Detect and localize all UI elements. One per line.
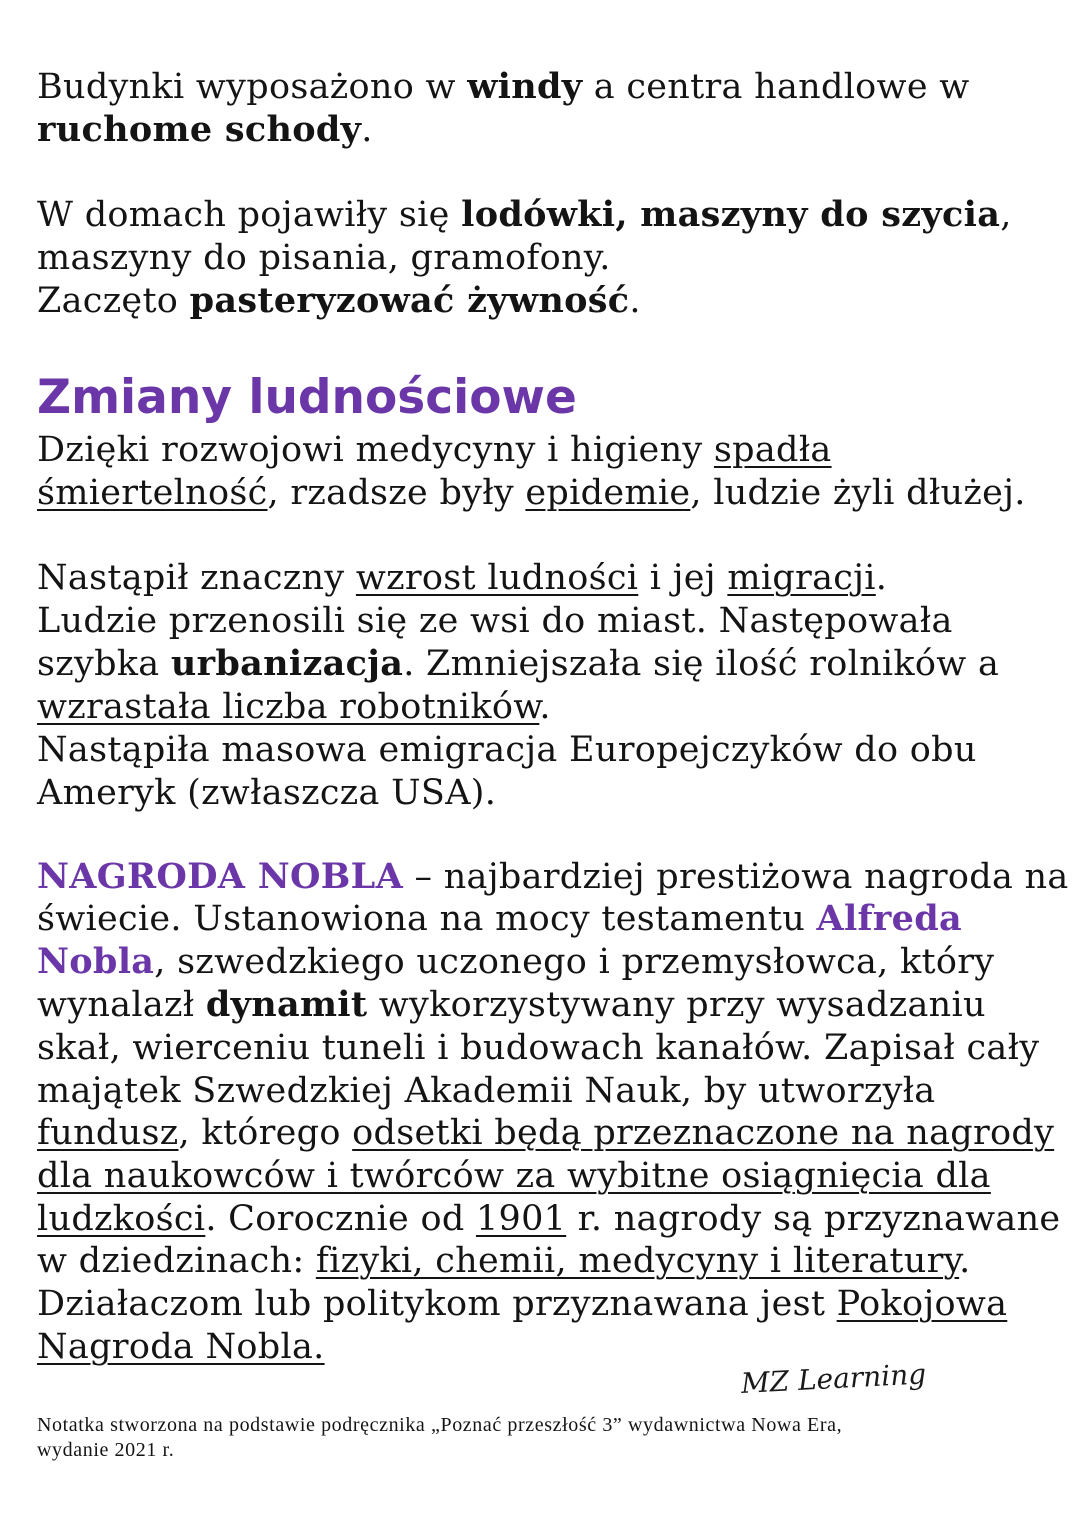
underlined-text: migracji <box>727 558 876 598</box>
text-line: Ameryk (zwłaszcza USA). <box>37 773 497 813</box>
text: r. nagrody są przyznawane <box>566 1199 1061 1239</box>
underlined-text: Nagroda Nobla. <box>37 1327 325 1367</box>
footer-note: Notatka stworzona na podstawie podręcznika „Poznać przeszłość 3” wydawnictwa Nowa Era, <box>37 1414 843 1436</box>
text: szybka <box>37 644 171 684</box>
text: , ludzie żyli dłużej. <box>690 473 1026 513</box>
text: . <box>361 110 373 150</box>
text: a centra handlowe w <box>582 67 970 107</box>
bold-text: lodówki, maszyny do szycia <box>461 194 1001 235</box>
text-line <box>37 898 962 940</box>
text-line <box>37 984 986 1026</box>
text: , rzadsze były <box>267 473 526 513</box>
text: Budynki wyposażono w <box>37 67 468 107</box>
text-line: Nastąpiła masowa emigracja Europejczyków do obu <box>37 730 977 770</box>
text: i jej <box>638 558 728 598</box>
text: , szwedzkiego uczonego i przemysłowca, który <box>154 942 995 982</box>
text-line <box>37 1198 1060 1240</box>
text: , którego <box>178 1113 353 1153</box>
underlined-text: dla naukowców i twórców za wybitne osiągnięcia dla <box>37 1156 991 1196</box>
text: . <box>875 558 888 598</box>
text-line <box>37 1283 1007 1325</box>
text-line: skał, wierceniu tuneli i budowach kanałów. Zapisał cały <box>37 1028 1040 1068</box>
underlined-text: wzrastała liczba robotników <box>37 687 540 727</box>
text-line: majątek Szwedzkiej Akademii Nauk, by utworzyła <box>37 1071 936 1111</box>
text: wynalazł <box>37 985 206 1025</box>
bold-text: ruchome schody <box>37 109 362 150</box>
bold-text: urbanizacja <box>170 643 404 684</box>
underlined-text: 1901 <box>475 1199 567 1239</box>
text: W domach pojawiły się <box>37 195 462 235</box>
footer-note: wydanie 2021 r. <box>37 1439 175 1461</box>
section-heading: Zmiany ludnościowe <box>37 370 577 425</box>
text: Działaczom lub politykom przyznawana jest <box>37 1284 837 1324</box>
text-line <box>37 472 1026 514</box>
text: . <box>629 281 641 321</box>
text: – najbardziej prestiżowa nagroda na <box>403 857 1069 897</box>
text-line <box>37 1155 991 1197</box>
underlined-text: fundusz <box>37 1113 179 1153</box>
bold-text: pasteryzować żywność <box>189 280 630 321</box>
underlined-text: epidemie <box>525 473 691 513</box>
underlined-text: Pokojowa <box>836 1284 1008 1324</box>
text-line <box>37 66 970 108</box>
text: Dzięki rozwojowi medycyny i higieny <box>37 430 714 470</box>
text-line <box>37 941 994 983</box>
highlight-term: Nobla <box>37 941 155 982</box>
text-line <box>37 686 551 728</box>
text: Zaczęto <box>37 281 190 321</box>
text-line: maszyny do pisania, gramofony. <box>37 238 611 278</box>
underlined-text: ludzkości <box>37 1199 206 1239</box>
text-line <box>37 557 887 599</box>
text: . <box>959 1241 971 1281</box>
underlined-text: śmiertelność <box>37 473 268 513</box>
text: , <box>1000 195 1012 235</box>
text: Nastąpił znaczny <box>37 558 356 598</box>
text-line <box>37 280 641 322</box>
text: świecie. Ustanowiona na mocy testamentu <box>37 899 817 939</box>
underlined-text: wzrost ludności <box>355 558 639 598</box>
text: . Corocznie od <box>205 1199 476 1239</box>
text-line <box>37 194 1012 236</box>
bold-text: windy <box>467 66 583 107</box>
highlight-term: NAGRODA NOBLA <box>37 856 404 897</box>
text-line <box>37 1112 1054 1154</box>
text: wykorzystywany przy wysadzaniu <box>367 985 986 1025</box>
text: . <box>539 687 551 727</box>
underlined-text: spadła <box>713 430 832 470</box>
text-line: Ludzie przenosili się ze wsi do miast. Następowała <box>37 601 953 641</box>
underlined-text: fizyki, chemii, medycyny i literatury <box>315 1241 960 1281</box>
text: . Zmniejszała się ilość rolników a <box>403 644 1000 684</box>
text-line <box>37 429 832 471</box>
signature: MZ Learning <box>740 1357 927 1401</box>
text-line <box>37 856 1069 898</box>
bold-text: dynamit <box>205 984 368 1025</box>
text-line <box>37 1240 971 1282</box>
text-line <box>37 643 999 685</box>
highlight-term: Alfreda <box>816 898 962 939</box>
underlined-text: odsetki będą przeznaczone na nagrody <box>352 1113 1055 1153</box>
text-line <box>37 1326 325 1368</box>
text-line <box>37 109 373 151</box>
text: w dziedzinach: <box>37 1241 316 1281</box>
